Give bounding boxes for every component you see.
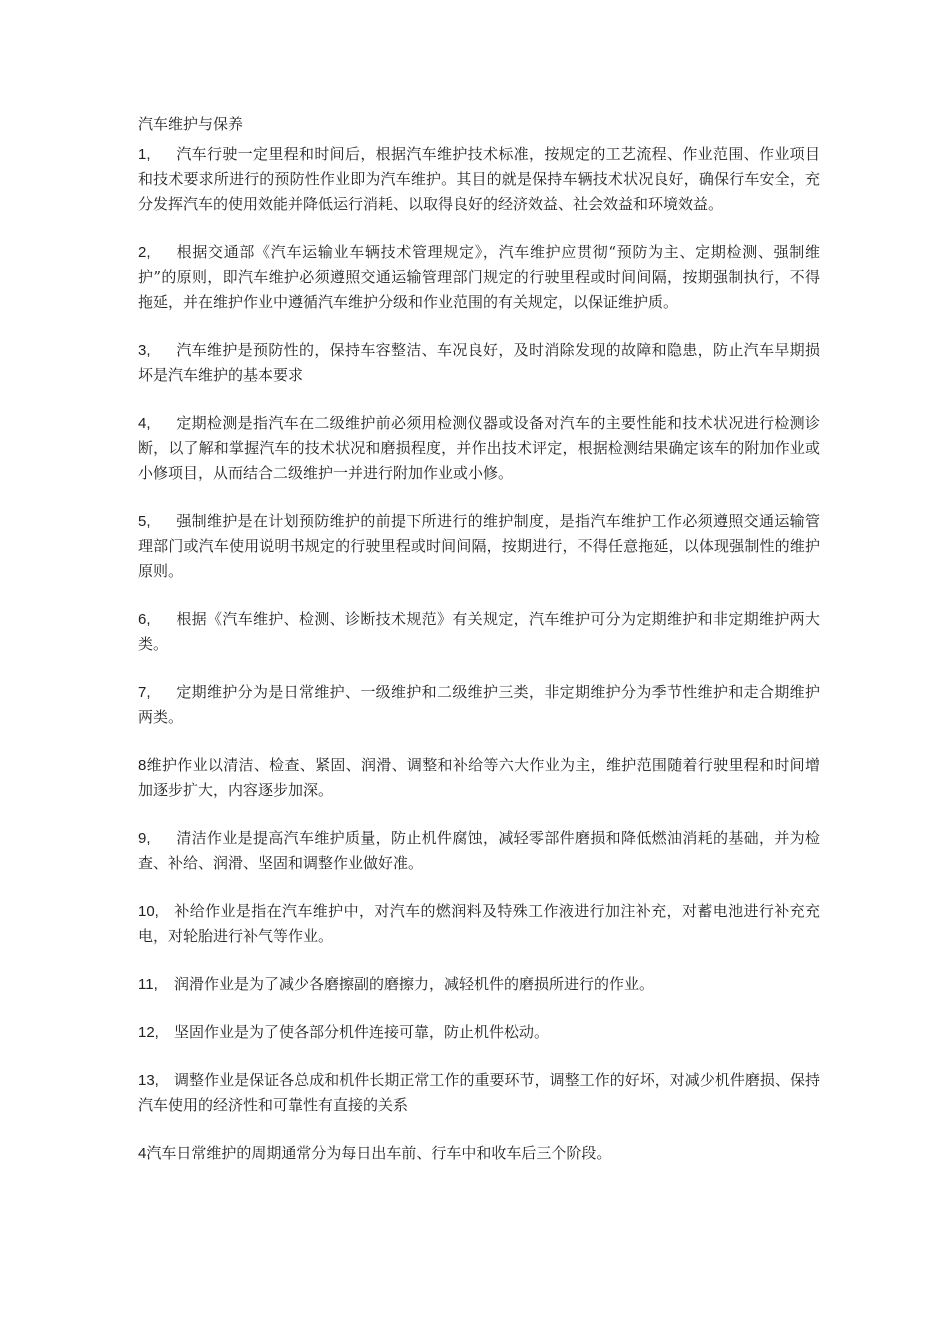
paragraph-number: 4 — [138, 1145, 147, 1162]
paragraph-number: 11, — [138, 976, 158, 993]
paragraph-2 — [138, 240, 820, 315]
paragraph-text: 清洁作业是提高汽车维护质量，防止机件腐蚀，减轻零部件磨损和降低燃油消耗的基础，并为检查、补给、润滑、坚固和调整作业做好准。 — [138, 829, 820, 872]
paragraph-number: 3, — [138, 342, 151, 359]
paragraph-number: 8 — [138, 757, 147, 774]
paragraph-text: 汽车日常维护的周期通常分为每日出车前、行车中和收车后三个阶段。 — [146, 1144, 612, 1162]
document-title: 汽车维护与保养 — [138, 115, 244, 133]
paragraph-number: 12, — [138, 1024, 159, 1041]
paragraph-number: 2, — [138, 244, 151, 261]
paragraph-10 — [138, 899, 820, 949]
document-page — [138, 112, 820, 1189]
paragraph-text: 补给作业是指在汽车维护中，对汽车的燃润料及特殊工作液进行加注补充，对蓄电池进行补充充电，对轮胎进行补气等作业。 — [138, 902, 820, 945]
paragraph-number: 13, — [138, 1072, 159, 1089]
paragraph-number: 1, — [138, 146, 151, 163]
paragraph-12 — [138, 1020, 820, 1045]
paragraph-text: 坚固作业是为了使各部分机件连接可靠，防止机件松动。 — [174, 1023, 550, 1041]
paragraph-number: 5, — [138, 513, 151, 530]
paragraph-text: 定期维护分为是日常维护、一级维护和二级维护三类，非定期维护分为季节性维护和走合期维护两类。 — [138, 683, 820, 726]
paragraph-5 — [138, 509, 820, 584]
paragraph-14 — [138, 1141, 820, 1166]
paragraph-6 — [138, 607, 820, 657]
paragraph-text: 强制维护是在计划预防维护的前提下所进行的维护制度，是指汽车维护工作必须遵照交通运输管理部门或汽车使用说明书规定的行驶里程或时间间隔，按期进行，不得任意拖延，以体现强制性的维护原则。 — [138, 512, 820, 580]
paragraph-4 — [138, 411, 820, 486]
paragraph-text: 调整作业是保证各总成和机件长期正常工作的重要环节，调整工作的好坏，对减少机件磨损、保持汽车使用的经济性和可靠性有直接的关系 — [138, 1071, 820, 1114]
paragraph-text: 汽车行驶一定里程和时间后，根据汽车维护技术标准，按规定的工艺流程、作业范围、作业项目和技术要求所进行的预防性作业即为汽车维护。其目的就是保持车辆技术状况良好，确保行车安全，充分发挥汽车的使用效能并降低运行消耗、以取得良好的经济效益、社会效益和环境效益。 — [138, 145, 820, 213]
paragraph-number: 10, — [138, 903, 159, 920]
paragraph-text: 定期检测是指汽车在二级维护前必须用检测仪器或设备对汽车的主要性能和技术状况进行检测诊断，以了解和掌握汽车的技术状况和磨损程度，并作出技术评定，根据检测结果确定该车的附加作业或小修项目，从而结合二级维护一并进行附加作业或小修。 — [138, 414, 820, 482]
paragraph-8 — [138, 753, 820, 803]
paragraph-number: 6, — [138, 611, 151, 628]
paragraph-text: 根据交通部《汽车运输业车辆技术管理规定》，汽车维护应贯彻“预防为主、定期检测、强制维护”的原则，即汽车维护必须遵照交通运输管理部门规定的行驶里程或时间间隔，按期强制执行，不得拖延，并在维护作业中遵循汽车维护分级和作业范围的有关规定，以保证维护质。 — [138, 243, 820, 311]
paragraph-number: 7, — [138, 684, 151, 701]
paragraph-number: 9, — [138, 830, 151, 847]
paragraph-text: 维护作业以清洁、检查、紧固、润滑、调整和补给等六大作业为主，维护范围随着行驶里程和时间增加逐步扩大，内容逐步加深。 — [138, 756, 820, 799]
paragraph-9 — [138, 826, 820, 876]
paragraph-number: 4, — [138, 415, 151, 432]
paragraph-13 — [138, 1068, 820, 1118]
paragraph-text: 根据《汽车维护、检测、诊断技术规范》有关规定，汽车维护可分为定期维护和非定期维护两大类。 — [138, 610, 820, 653]
paragraph-3 — [138, 338, 820, 388]
paragraph-text: 润滑作业是为了减少各磨擦副的磨擦力，减轻机件的磨损所进行的作业。 — [174, 975, 655, 993]
paragraph-7 — [138, 680, 820, 730]
paragraph-text: 汽车维护是预防性的，保持车容整洁、车况良好，及时消除发现的故障和隐患，防止汽车早期损坏是汽车维护的基本要求 — [138, 341, 820, 384]
paragraph-1 — [138, 142, 820, 217]
paragraph-11 — [138, 972, 820, 997]
